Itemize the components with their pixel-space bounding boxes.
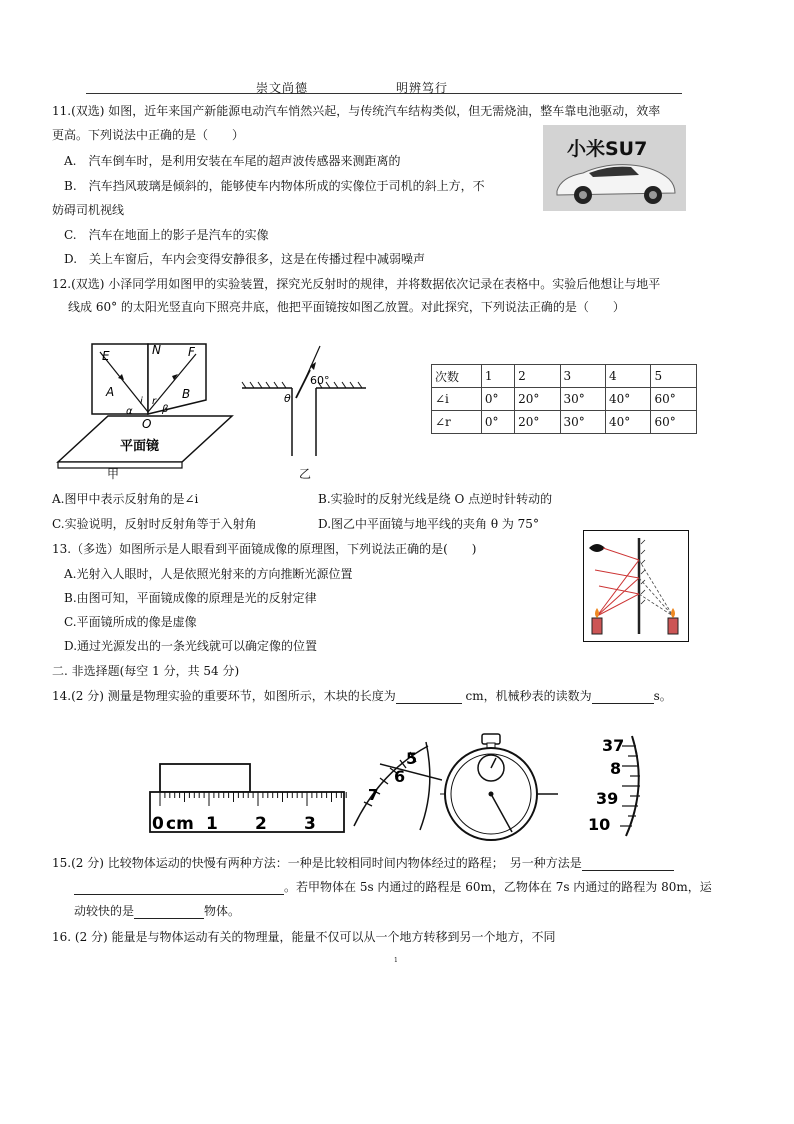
svg-text:O: O xyxy=(142,417,152,431)
q13-option-c: C.平面镜所成的像是虚像 xyxy=(64,615,197,629)
svg-text:1: 1 xyxy=(206,814,218,834)
q14-length-blank[interactable] xyxy=(396,691,462,704)
svg-text:α: α xyxy=(126,406,133,417)
table-cell: 2 xyxy=(515,365,560,388)
candle-icon xyxy=(592,618,602,634)
q11-option-a: A. 汽车倒车时，是利用安装在车尾的超声波传感器来测距离的 xyxy=(64,154,401,168)
q12-option-b: B.实验时的反射光线是绕 O 点逆时针转动的 xyxy=(318,492,553,506)
table-cell: 次数 xyxy=(432,365,482,388)
table-row xyxy=(432,365,697,388)
plane-mirror-image-diagram xyxy=(583,530,689,642)
q15-text-line3b: 物体。 xyxy=(204,904,241,918)
q14-text-pre: 14.(2 分) 测量是物理实验的重要环节，如图所示，木块的长度为 xyxy=(52,689,396,703)
svg-text:i: i xyxy=(140,396,143,407)
figure-jia-reflection-apparatus xyxy=(56,340,234,480)
table-cell: 3 xyxy=(560,365,605,388)
table-cell: 0° xyxy=(481,388,514,411)
figure-yi-caption: 乙 xyxy=(299,467,312,481)
svg-text:2: 2 xyxy=(255,814,267,834)
q15-faster-object-blank[interactable] xyxy=(134,906,204,919)
q15-text-line3a: 动较快的是 xyxy=(74,904,135,918)
candle-image-icon xyxy=(668,618,678,634)
q16-text: 16. (2 分) 能量是与物体运动有关的物理量，能量不仅可以从一个地方转移到另一个地方，不同 xyxy=(52,930,556,944)
q13-option-b: B.由图可知，平面镜成像的原理是光的反射定律 xyxy=(64,591,317,605)
table-cell: 4 xyxy=(606,365,651,388)
q11-option-b-line1: B. 汽车挡风玻璃是倾斜的，能够使车内物体所成的实像位于司机的斜上方，不 xyxy=(64,179,485,193)
table-cell: ∠i xyxy=(432,388,482,411)
svg-text:B: B xyxy=(182,387,191,401)
q11-stem-line1: 11.(双选) 如图，近年来国产新能源电动汽车悄然兴起，与传统汽车结构类似，但无需烧油，整车靠电池驱动，效率 xyxy=(52,104,661,118)
q15-method-blank-part1[interactable] xyxy=(582,858,674,871)
page-number: 1 xyxy=(394,957,398,964)
table-cell: 60° xyxy=(651,411,697,434)
table-cell: 20° xyxy=(515,411,560,434)
figure-yi-well-mirror xyxy=(238,344,368,464)
header-motto-right: 明辨笃行 xyxy=(396,81,449,95)
svg-text:5: 5 xyxy=(406,749,418,768)
svg-text:θ: θ xyxy=(284,392,291,405)
mechanical-stopwatch xyxy=(440,732,558,842)
table-cell: 30° xyxy=(560,388,605,411)
q11-option-c: C. 汽车在地面上的影子是汽车的实像 xyxy=(64,228,269,242)
table-cell: 40° xyxy=(606,388,651,411)
table-row xyxy=(432,388,697,411)
stopwatch-second-dial-zoom xyxy=(582,734,650,838)
q11-option-d: D. 关上车窗后，车内会变得安静很多，这是在传播过程中减弱噪声 xyxy=(64,252,426,266)
table-cell: 1 xyxy=(481,365,514,388)
q15-line2 xyxy=(74,879,712,895)
svg-text:6: 6 xyxy=(394,767,406,786)
q14-text-post: s。 xyxy=(653,689,672,703)
svg-text:10: 10 xyxy=(588,815,611,834)
car-label: 小米SU7 xyxy=(567,138,648,160)
stopwatch-minute-dial-zoom xyxy=(350,738,442,834)
table-cell: 60° xyxy=(651,388,697,411)
q14-stopwatch-blank[interactable] xyxy=(592,691,654,704)
q13-option-d: D.通过光源发出的一条光线就可以确定像的位置 xyxy=(64,639,318,653)
q11-option-b-line2: 妨碍司机视线 xyxy=(52,203,125,217)
svg-text:r: r xyxy=(152,396,157,407)
svg-text:F: F xyxy=(188,345,195,359)
q12-option-d: D.图乙中平面镜与地平线的夹角 θ 为 75° xyxy=(318,517,539,531)
section-2-heading: 二. 非选择题(每空 1 分，共 54 分) xyxy=(52,664,240,678)
table-cell: 5 xyxy=(651,365,697,388)
svg-text:8: 8 xyxy=(610,759,622,778)
q14-text xyxy=(52,688,672,704)
svg-text:E: E xyxy=(102,349,110,363)
table-cell: 20° xyxy=(515,388,560,411)
q15-method-blank-part2[interactable] xyxy=(74,882,284,895)
table-cell: 40° xyxy=(606,411,651,434)
ruler-with-block xyxy=(148,762,348,834)
svg-text:0: 0 xyxy=(152,814,164,834)
svg-text:A: A xyxy=(106,385,115,399)
figure-jia-caption: 甲 xyxy=(107,467,120,481)
table-cell: 0° xyxy=(481,411,514,434)
svg-text:60°: 60° xyxy=(310,374,330,387)
q13-option-a: A.光射入人眼时，人是依照光射来的方向推断光源位置 xyxy=(64,567,353,581)
q13-stem: 13.（多选）如图所示是人眼看到平面镜成像的原理图，下列说法正确的是( ) xyxy=(52,542,477,556)
svg-text:37: 37 xyxy=(602,736,625,755)
q14-text-mid: cm，机械秒表的读数为 xyxy=(461,689,592,703)
q12-stem-line2: 线成 60° 的太阳光竖直向下照亮井底，他把平面镜按如图乙放置。对此探究，下列说法正确的是（ ） xyxy=(68,300,625,314)
car-photo xyxy=(543,125,686,211)
svg-text:3: 3 xyxy=(304,814,316,834)
q12-option-c: C.实验说明，反射时反射角等于入射角 xyxy=(52,517,257,531)
table-cell: ∠r xyxy=(432,411,482,434)
svg-text:β: β xyxy=(162,404,169,415)
page-header xyxy=(86,79,682,94)
table-row xyxy=(432,411,697,434)
svg-text:7: 7 xyxy=(368,786,379,804)
q15-line1 xyxy=(52,855,674,871)
reflection-data-table xyxy=(431,364,697,434)
table-cell: 30° xyxy=(560,411,605,434)
header-motto-left: 崇文尚德 xyxy=(256,81,309,95)
q12-stem-line1: 12.(双选) 小泽同学用如图甲的实验装置，探究光反射时的规律，并将数据依次记录在表格中。实验后他想让与地平 xyxy=(52,277,661,291)
wood-block xyxy=(160,764,250,792)
q15-text-line1: 15.(2 分) 比较物体运动的快慢有两种方法：一种是比较相同时间内物体经过的路程； 另一种方法是 xyxy=(52,856,582,870)
car-icon xyxy=(543,125,686,211)
svg-text:cm: cm xyxy=(166,814,194,834)
svg-text:39: 39 xyxy=(596,789,619,808)
svg-text:N: N xyxy=(152,343,161,357)
q12-option-a: A.图甲中表示反射角的是∠i xyxy=(52,492,199,506)
q15-line3 xyxy=(74,903,240,919)
mirror-label: 平面镜 xyxy=(120,439,160,454)
q15-text-line2: 。若甲物体在 5s 内通过的路程是 60m，乙物体在 7s 内通过的路程为 80m，运 xyxy=(284,880,712,894)
q11-stem-line2: 更高。下列说法中正确的是（ ） xyxy=(52,128,245,142)
